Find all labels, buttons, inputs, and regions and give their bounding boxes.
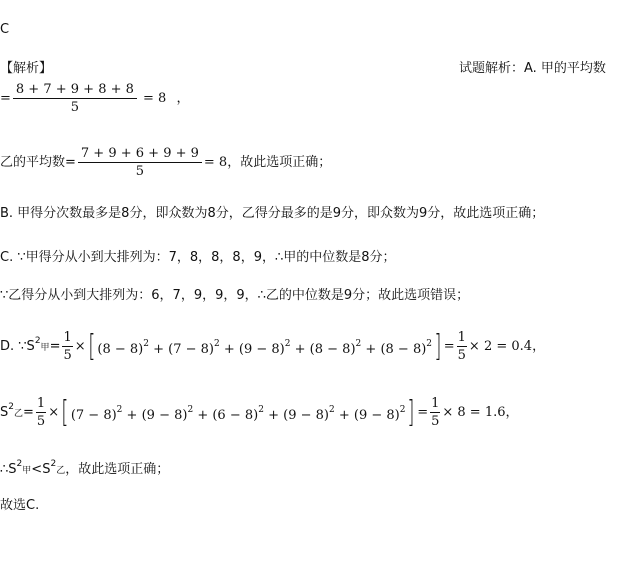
variance-compare: $\therefore S^2$甲$<S^2$乙，故此选项正确； [0,459,170,477]
var-a-after: = [443,339,455,354]
var-a-prefix: D. ∵S [0,339,35,354]
var-a-coef-den: 5 [63,348,72,363]
var-b-term: (6 − 8) [212,407,259,423]
variance-a-equation: D. $\because S^2$甲= $\frac{1}{5}$ ×[ $(8 - 8)^2 + (7 - 8)^2 + (9 - 8)^2 + (8 - 8)^2 + (8 - 8)^2$] = $\frac{1}{5}$ × 2 = 0.4， [0,328,546,364]
var-a-terms: $(8 - 8)^2 + (7 - 8)^2 + (9 - 8)^2 + (8 - 8)^2 + (8 - 8)^2$ [97,338,433,357]
intro-text: 试题解析：A. 甲的平均数 [459,61,606,76]
variance-b-equation: $S^2$乙= $\frac{1}{5}$ ×[ $(7 - 8)^2 + (9 - 8)^2 + (6 - 8)^2 + (9 - 8)^2 + (9 - 8)^2$] = $\frac{1}{5}$ × 8 = 1.6， [0,394,519,430]
var-b-coef: $\frac{1}{5}$ [36,396,46,429]
var-a-coef-num: 1 [63,330,72,345]
eq-a-prefix: = [0,91,11,106]
analysis-label: 【解析】 [0,61,53,76]
var-a-sub: 甲 [40,343,50,353]
var-b-term: (9 − 8) [283,407,329,423]
conclusion-text: 故选C. [0,498,40,513]
answer-text: C [0,22,10,37]
var-a-result-frac: $\frac{1}{5}$ [457,330,466,363]
mean-b-result: = 8 [203,155,228,170]
var-a-term: (8 − 8) [97,341,144,357]
var-a-eq: = [49,339,61,354]
var-b-prefix: S [0,405,9,420]
var-a-sup: 2 [34,336,41,346]
var-a-result: × 2 = 0.4 [468,339,533,354]
mean-a-result: = 8 [143,91,167,106]
mean-b-numerator: 7 + 9 + 6 + 9 + 9 [78,146,202,163]
var-b-term: (9 − 8) [353,407,400,423]
var-b-terms: $(7 - 8)^2 + (9 - 8)^2 + (6 - 8)^2 + (9 - 8)^2 + (9 - 8)^2$ [70,404,406,423]
var-b-term: (7 − 8) [70,407,117,423]
var-a-term: (8 − 8) [309,341,356,357]
mean-b-equation [0,146,331,179]
var-a-term: (8 − 8) [380,341,427,357]
mean-a-tail: ， [176,91,190,106]
var-a-term: (9 − 8) [238,341,285,357]
mean-b-fraction [78,146,202,179]
mean-a-denominator: 5 [70,100,80,115]
option-c-line2: ∵乙得分从小到大排列为：6，7，9，9，9，∴乙的中位数是9分；故此选项错误； [0,288,470,303]
mean-a-fraction [13,82,137,115]
var-a-coef [62,330,72,363]
var-a-times: × [74,339,86,354]
var-b-term: (9 − 8) [141,407,188,423]
var-a-term: (7 − 8) [168,341,214,357]
option-b-text: B. 甲得分次数最多是8分，即众数为8分，乙得分最多的是9分，即众数为9分，故此选项正确； [0,206,545,221]
mean-b-tail: ，故此选项正确； [227,155,332,170]
mean-a-numerator: 8 + 7 + 9 + 8 + 8 [13,82,137,99]
mean-a-equation [0,82,189,115]
option-c-line1: C. ∵甲得分从小到大排列为：7，8，8，8，9，∴甲的中位数是8分； [0,250,396,265]
var-b-result-frac: $\frac{1}{5}$ [431,396,440,429]
mean-b-denominator: 5 [135,164,145,179]
eq-b-prefix: 乙的平均数= [0,155,76,170]
var-b-result: × 8 = 1.6 [442,405,506,420]
